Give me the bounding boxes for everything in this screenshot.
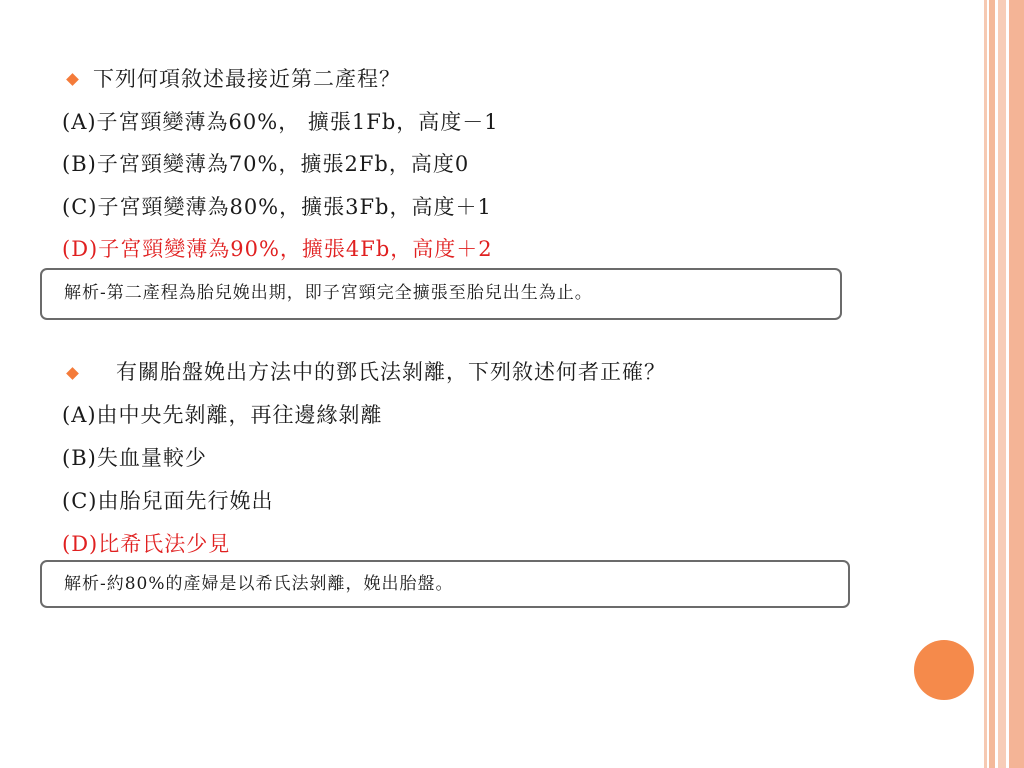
- question-1-explanation: 解析-第二產程為胎兒娩出期，即子宮頸完全擴張至胎兒出生為止。: [64, 283, 593, 303]
- question-1-option-b: (B)子宮頸變薄為70%，擴張2Fb，高度0: [62, 152, 470, 176]
- question-1-option-c: (C)子宮頸變薄為80%，擴張3Fb，高度＋1: [62, 195, 492, 219]
- question-2-option-b: (B)失血量較少: [62, 446, 207, 470]
- question-2-stem: 有關胎盤娩出方法中的鄧氏法剝離，下列敘述何者正確？: [116, 360, 666, 384]
- question-1-option-a: (A)子宮頸變薄為60%， 擴張1Fb，高度－1: [62, 110, 499, 134]
- question-1-stem: 下列何項敘述最接近第二產程？: [93, 67, 401, 91]
- question-1-explanation-box: [40, 268, 842, 320]
- question-1-option-d-answer: (D)子宮頸變薄為90%，擴張4Fb，高度＋2: [62, 237, 493, 261]
- diamond-bullet-icon: [66, 367, 79, 380]
- question-2-option-c: (C)由胎兒面先行娩出: [62, 489, 274, 513]
- question-2-explanation-box: [40, 560, 850, 608]
- question-2-option-a: (A)由中央先剝離，再往邊緣剝離: [62, 403, 383, 427]
- diamond-bullet-icon: [66, 73, 79, 86]
- question-2-option-d-answer: (D)比希氏法少見: [62, 532, 231, 556]
- stripe: [1009, 0, 1024, 768]
- orange-circle-icon: [914, 640, 974, 700]
- question-2-explanation: 解析-約80%的產婦是以希氏法剝離，娩出胎盤。: [64, 574, 454, 594]
- stripe: [998, 0, 1006, 768]
